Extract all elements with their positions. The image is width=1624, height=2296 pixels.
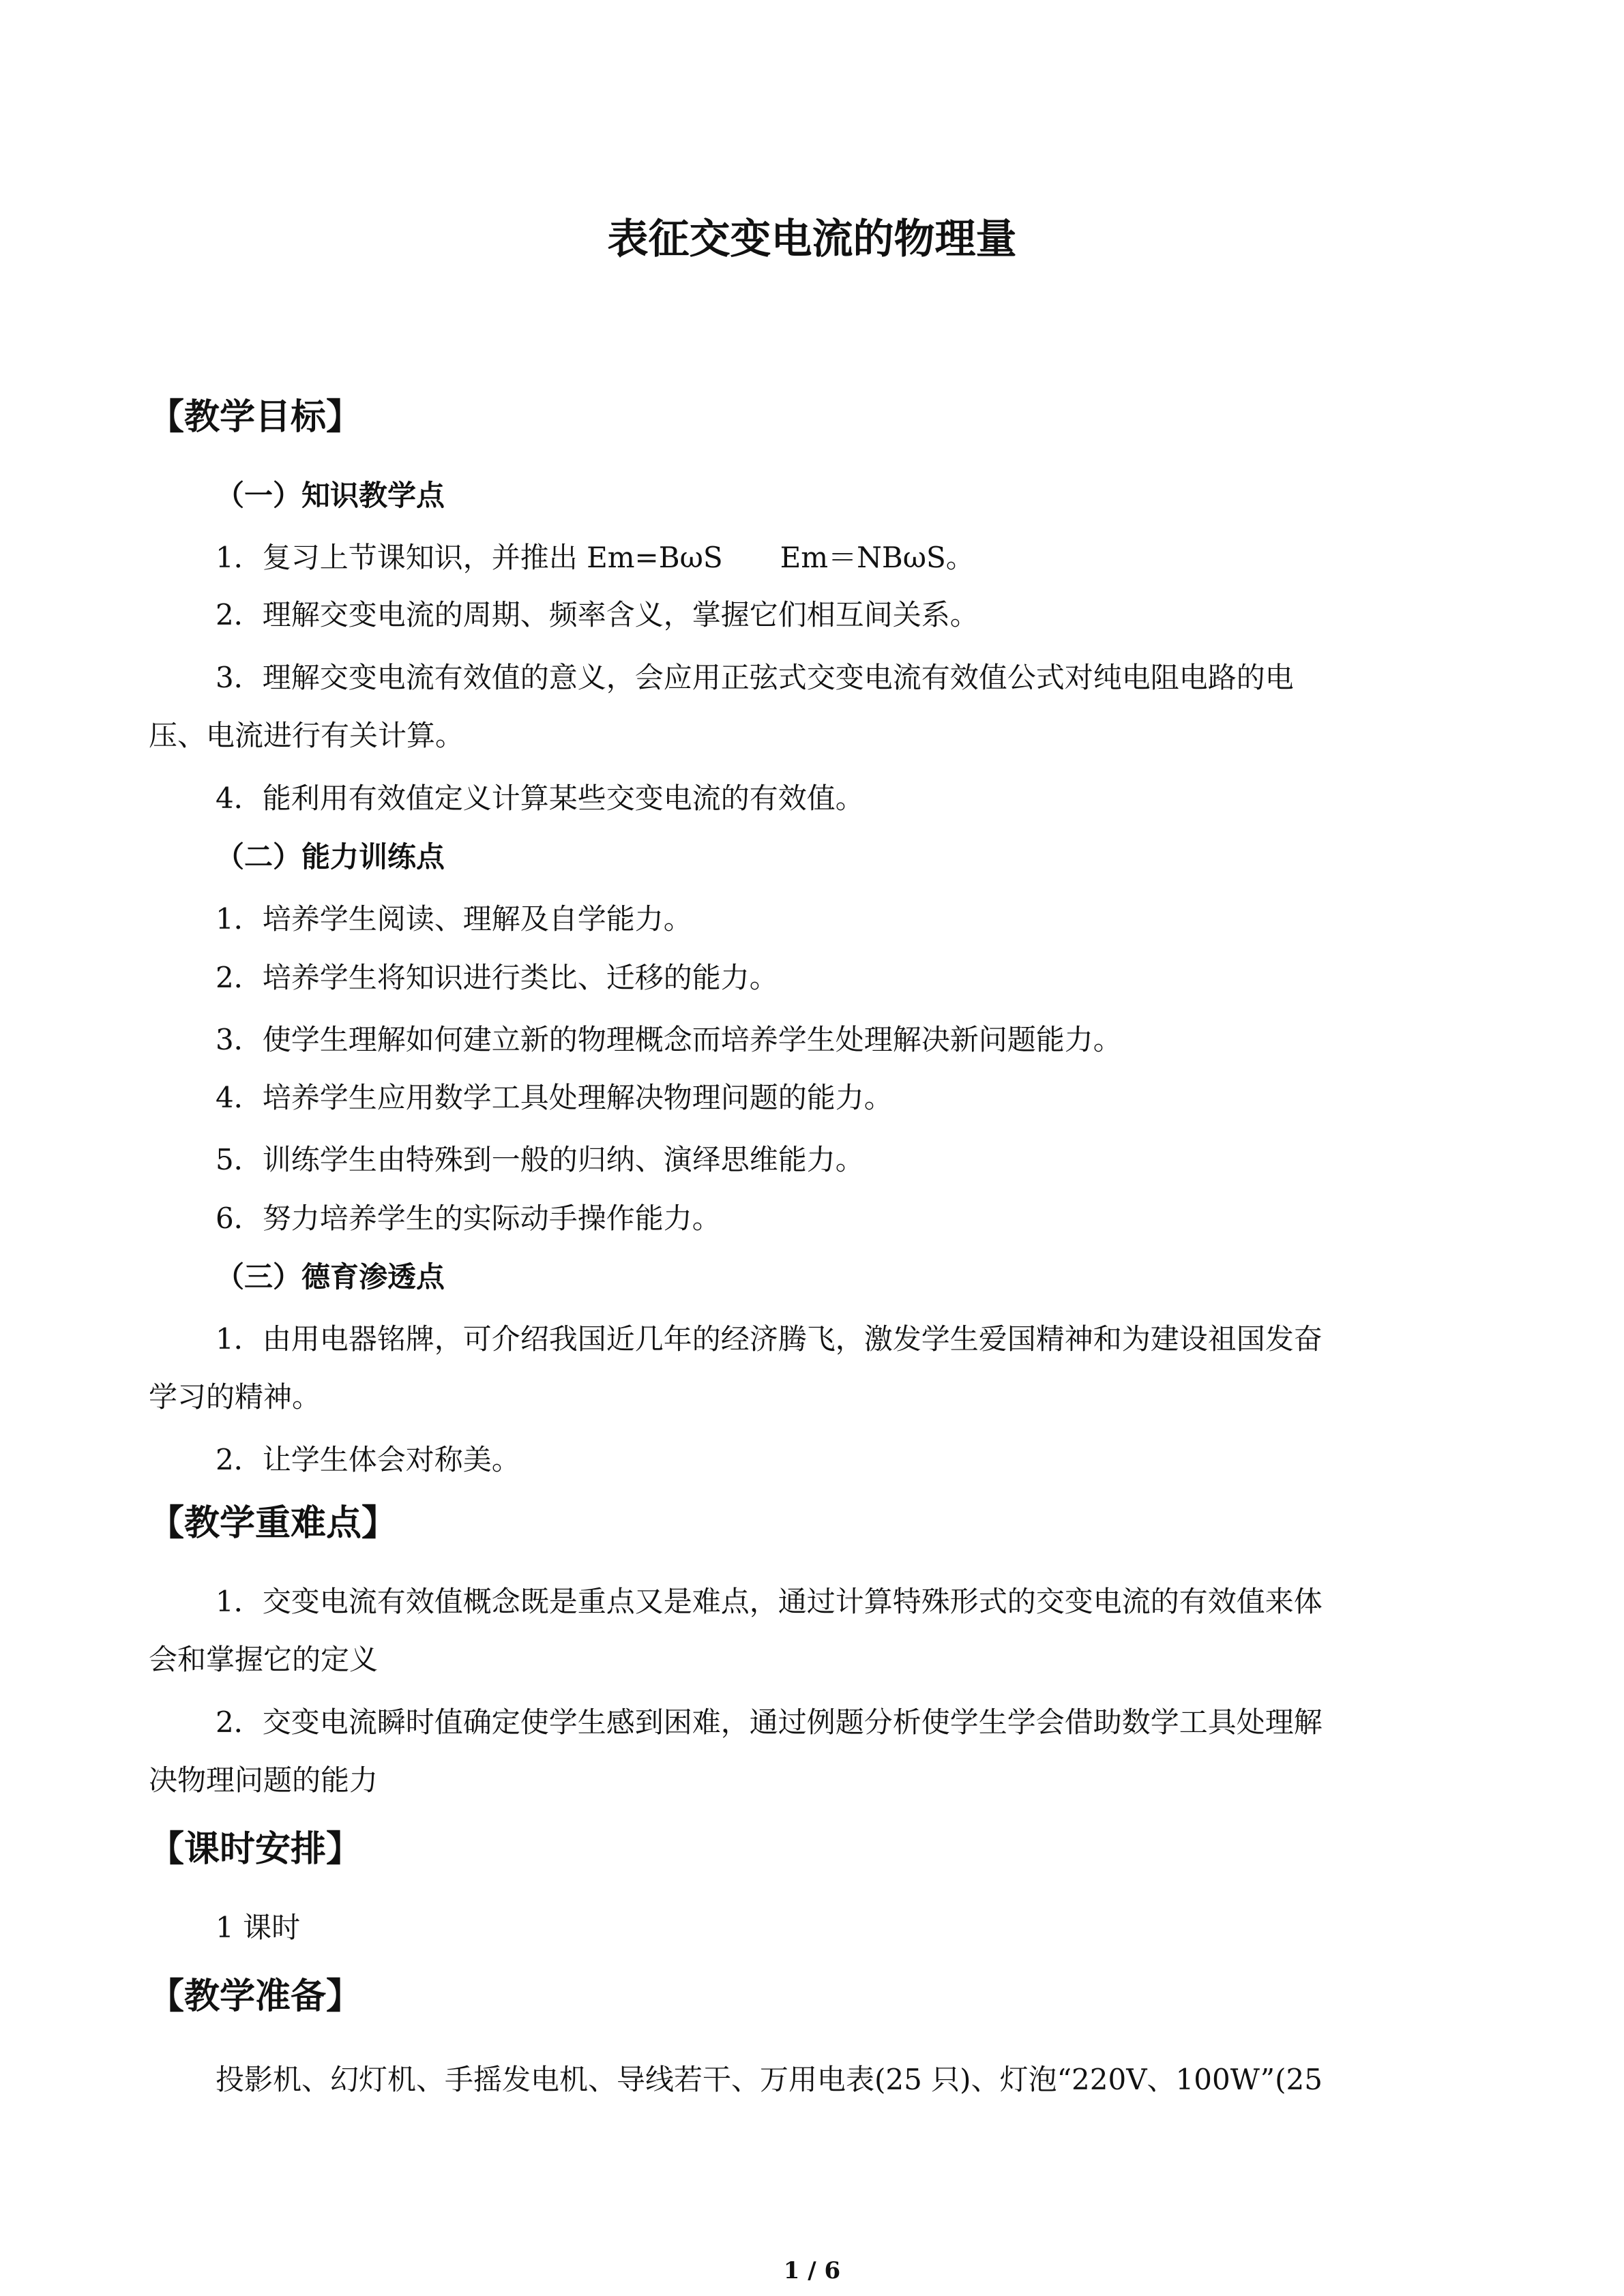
key-point-1: 1．交变电流有效值概念既是重点又是难点，通过计算特殊形式的交变电流的有效值来体 xyxy=(216,1585,1323,1618)
section-heading-goals: 【教学目标】 xyxy=(149,397,362,438)
moral-item-2: 2．让学生体会对称美。 xyxy=(216,1443,520,1476)
knowledge-item-1: 1．复习上节课知识，并推出 Em=BωS Em＝NBωS。 xyxy=(216,541,975,574)
schedule-text: 1 课时 xyxy=(216,1911,301,1944)
section-heading-schedule: 【课时安排】 xyxy=(149,1829,362,1870)
ability-item-5: 5．训练学生由特殊到一般的归纳、演绎思维能力。 xyxy=(216,1143,864,1176)
key-point-1-cont: 会和掌握它的定义 xyxy=(149,1643,379,1676)
subheading-moral: （三）德育渗透点 xyxy=(216,1260,445,1294)
ability-item-1: 1．培养学生阅读、理解及自学能力。 xyxy=(216,902,692,936)
knowledge-item-4: 4．能利用有效值定义计算某些交变电流的有效值。 xyxy=(216,781,864,815)
subheading-knowledge: （一）知识教学点 xyxy=(216,479,445,512)
ability-item-2: 2．培养学生将知识进行类比、迁移的能力。 xyxy=(216,961,778,994)
preparation-text: 投影机、幻灯机、手摇发电机、导线若干、万用电表(25 只)、灯泡“220V、100W”(25 xyxy=(216,2063,1323,2096)
ability-item-4: 4．培养学生应用数学工具处理解决物理问题的能力。 xyxy=(216,1081,893,1114)
page-number: 1 / 6 xyxy=(783,2257,841,2284)
subheading-ability: （二）能力训练点 xyxy=(216,840,445,874)
key-point-2: 2．交变电流瞬时值确定使学生感到困难，通过例题分析使学生学会借助数学工具处理解 xyxy=(216,1705,1323,1739)
page-title: 表征交变电流的物理量 xyxy=(607,215,1017,263)
ability-item-3: 3．使学生理解如何建立新的物理概念而培养学生处理解决新问题能力。 xyxy=(216,1023,1122,1056)
section-heading-key-points: 【教学重难点】 xyxy=(149,1503,398,1544)
moral-item-1: 1．由用电器铭牌，可介绍我国近几年的经济腾飞，激发学生爱国精神和为建设祖国发奋 xyxy=(216,1322,1323,1356)
knowledge-item-3-cont: 压、电流进行有关计算。 xyxy=(149,719,464,752)
ability-item-6: 6．努力培养学生的实际动手操作能力。 xyxy=(216,1202,721,1235)
moral-item-1-cont: 学习的精神。 xyxy=(149,1380,321,1414)
knowledge-item-2: 2．理解交变电流的周期、频率含义，掌握它们相互间关系。 xyxy=(216,598,979,631)
knowledge-item-3: 3．理解交变电流有效值的意义，会应用正弦式交变电流有效值公式对纯电阻电路的电 xyxy=(216,661,1294,694)
section-heading-preparation: 【教学准备】 xyxy=(149,1976,362,2017)
key-point-2-cont: 决物理问题的能力 xyxy=(149,1763,379,1797)
